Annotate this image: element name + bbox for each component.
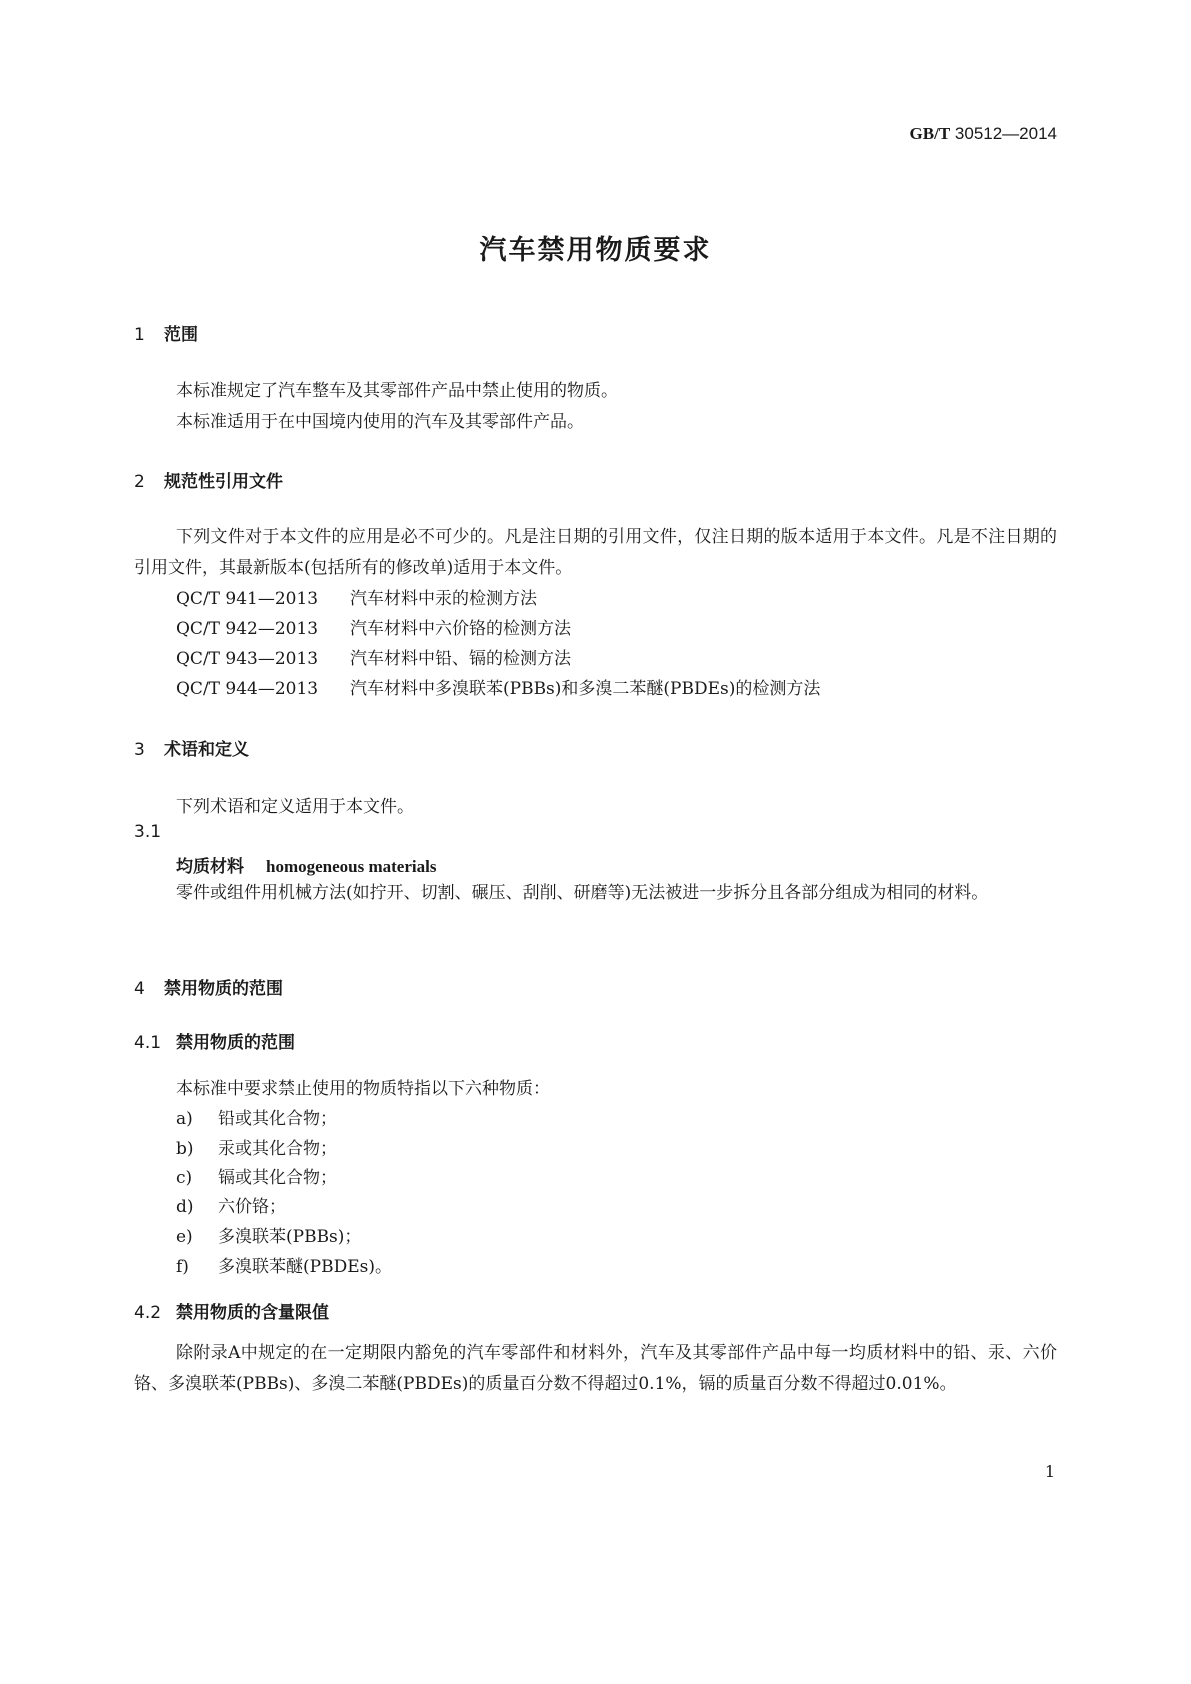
subsection-title: 禁用物质的含量限值 (176, 1303, 329, 1323)
list-item (176, 1192, 286, 1217)
list-item (176, 1252, 392, 1277)
subsection-number: 4.1 (134, 1033, 162, 1053)
subsection-4-2-heading (134, 1298, 329, 1323)
section-number: 3 (134, 740, 145, 760)
term-definition: 零件或组件用机械方法(如拧开、切割、碾压、刮削、研磨等)无法被进一步拆分且各部分组成为相同的材料。 (176, 883, 989, 903)
paragraph: 本标准规定了汽车整车及其零部件产品中禁止使用的物质。 (176, 381, 618, 401)
list-item-text: 多溴联苯醚(PBDEs)。 (218, 1257, 392, 1277)
section-1-heading (134, 320, 198, 345)
term-english: homogeneous materials (266, 857, 437, 876)
paragraph: 下列术语和定义适用于本文件。 (176, 797, 414, 817)
term-heading (176, 852, 436, 877)
list-item-label: e) (176, 1227, 193, 1247)
reference-title: 汽车材料中汞的检测方法 (350, 589, 537, 609)
list-item-text: 六价铬； (218, 1197, 286, 1217)
list-item-text: 汞或其化合物； (218, 1139, 337, 1159)
reference-code: QC/T 944—2013 (176, 679, 319, 699)
section-3-heading (134, 735, 249, 760)
reference-item (176, 614, 571, 639)
section-number: 2 (134, 472, 145, 492)
subsection-4-1-heading (134, 1028, 295, 1053)
section-number: 1 (134, 325, 145, 345)
section-4-heading (134, 974, 283, 999)
paragraph: 本标准中要求禁止使用的物质特指以下六种物质： (176, 1079, 550, 1099)
list-item-text: 镉或其化合物； (218, 1168, 337, 1188)
term-chinese: 均质材料 (176, 857, 244, 877)
list-item (176, 1222, 361, 1247)
section-2-heading (134, 467, 283, 492)
section-title: 范围 (164, 325, 198, 345)
page-title: 汽车禁用物质要求 (479, 235, 712, 266)
reference-code: QC/T 943—2013 (176, 649, 319, 669)
reference-title: 汽车材料中多溴联苯(PBBs)和多溴二苯醚(PBDEs)的检测方法 (350, 679, 821, 699)
standard-number (910, 124, 1057, 144)
reference-title: 汽车材料中六价铬的检测方法 (350, 619, 571, 639)
subsection-title: 禁用物质的范围 (176, 1033, 295, 1053)
list-item (176, 1163, 337, 1188)
section-title: 术语和定义 (164, 740, 249, 760)
paragraph: 本标准适用于在中国境内使用的汽车及其零部件产品。 (176, 412, 584, 432)
list-item-label: d) (176, 1197, 194, 1217)
list-item-label: b) (176, 1139, 194, 1159)
term-number: 3.1 (134, 822, 162, 842)
subsection-number: 4.2 (134, 1303, 162, 1323)
reference-item (176, 674, 820, 699)
section-title: 禁用物质的范围 (164, 979, 283, 999)
reference-code: QC/T 941—2013 (176, 589, 319, 609)
reference-item (176, 584, 537, 609)
list-item-label: a) (176, 1109, 193, 1129)
list-item (176, 1104, 337, 1129)
reference-item (176, 644, 571, 669)
list-item-text: 多溴联苯(PBBs)； (218, 1227, 362, 1247)
reference-code: QC/T 942—2013 (176, 619, 319, 639)
paragraph: 下列文件对于本文件的应用是必不可少的。凡是注日期的引用文件，仅注日期的版本适用于本文件。凡是不注日期的引用文件，其最新版本(包括所有的修改单)适用于本文件。 (134, 527, 1057, 578)
reference-title: 汽车材料中铅、镉的检测方法 (350, 649, 571, 669)
list-item-label: c) (176, 1168, 193, 1188)
list-item-text: 铅或其化合物； (218, 1109, 337, 1129)
paragraph: 除附录A中规定的在一定期限内豁免的汽车零部件和材料外，汽车及其零部件产品中每一均质材料中的铅、汞、六价铬、多溴联苯(PBBs)、多溴二苯醚(PBDEs)的质量百分数不得超过0.1%，镉的质量百分数不得超过0.01%。 (134, 1343, 1057, 1394)
list-item (176, 1134, 337, 1159)
list-item-label: f) (176, 1257, 189, 1277)
standard-prefix: GB/T (909, 124, 951, 143)
standard-code: 30512—2014 (954, 124, 1057, 143)
page-number: 1 (1044, 1462, 1055, 1481)
section-title: 规范性引用文件 (164, 472, 283, 492)
section-number: 4 (134, 979, 145, 999)
